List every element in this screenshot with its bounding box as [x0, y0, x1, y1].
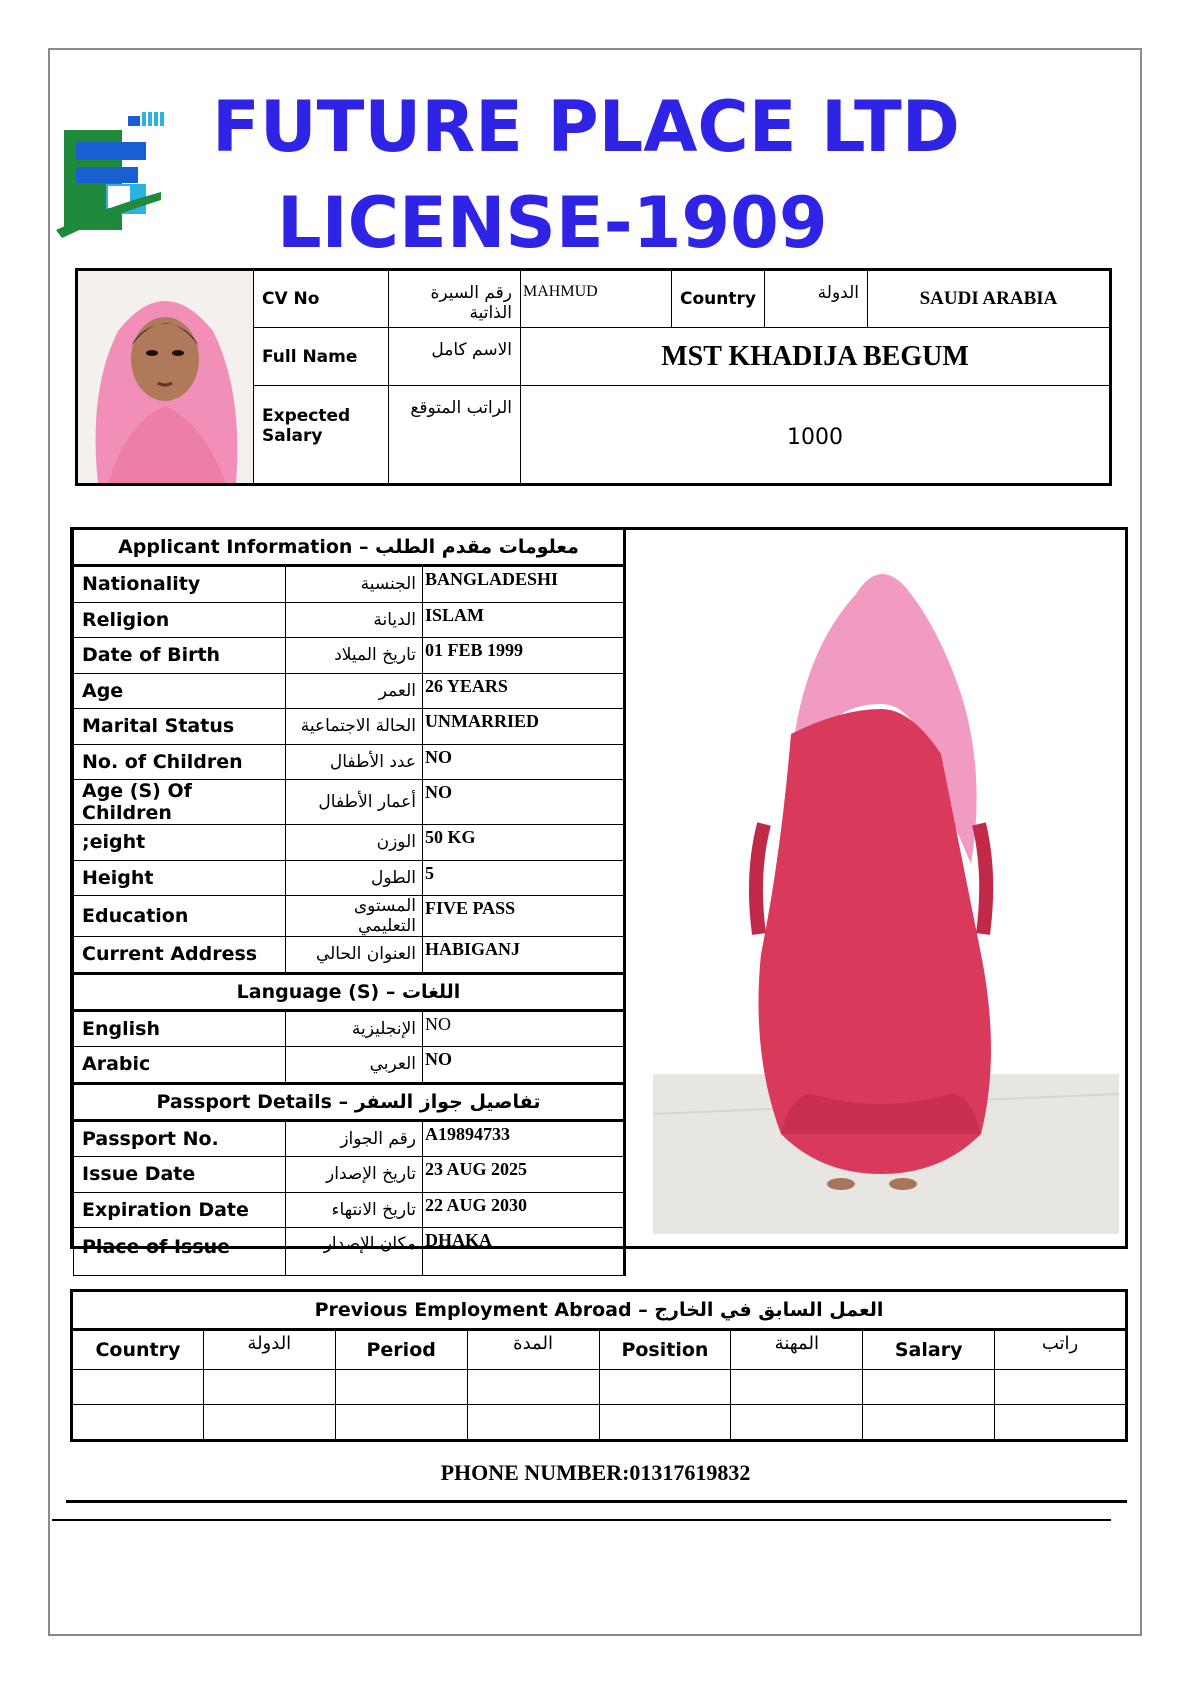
row-ar-label: تاريخ الإصدار: [286, 1157, 423, 1193]
table-row: [74, 937, 625, 974]
row-value: NO: [423, 1047, 625, 1084]
row-label: English: [74, 1010, 286, 1047]
empty-cell: [731, 1405, 863, 1441]
column-header-salary: Salary: [863, 1330, 995, 1370]
row-label: Marital Status: [74, 709, 286, 745]
column-header-position: Position: [599, 1330, 731, 1370]
column-header-country: Country: [72, 1330, 204, 1370]
column-header-position-ar: المهنة: [731, 1330, 863, 1370]
table-row: [74, 1010, 625, 1047]
empty-cell: [599, 1370, 731, 1405]
table-row: [74, 860, 625, 896]
empty-cell: [72, 1370, 204, 1405]
row-value: 26 YEARS: [423, 673, 625, 709]
row-label: Religion: [74, 602, 286, 638]
row-ar-label: تاريخ الانتهاء: [286, 1192, 423, 1228]
table-row: [74, 673, 625, 709]
row-value: 01 FEB 1999: [423, 638, 625, 674]
row-value: 22 AUG 2030: [423, 1192, 625, 1228]
row-ar-label: الوزن: [286, 825, 423, 861]
column-header-salary-ar: راتب: [995, 1330, 1127, 1370]
row-value: 50 KG: [423, 825, 625, 861]
row-ar-label: المستوى التعليمي: [286, 896, 423, 937]
portrait-photo: [78, 271, 253, 483]
country-ar-label: الدولة: [765, 270, 868, 328]
portrait-photo-cell: [77, 270, 254, 485]
row-label: ;eight: [74, 825, 286, 861]
row-ar-label: أعمار الأطفال: [286, 780, 423, 825]
country-label: Country: [672, 270, 765, 328]
divider: [66, 1500, 1127, 1503]
salary-value: 1000: [521, 386, 1111, 485]
applicant-section-title: Applicant Information – معلومات مقدم الطلب: [74, 530, 625, 566]
row-ar-label: الإنجليزية: [286, 1010, 423, 1047]
empty-cell: [995, 1370, 1127, 1405]
row-value: NO: [423, 780, 625, 825]
applicant-info-block: [70, 527, 1128, 1258]
cv-no-label: CV No: [254, 270, 389, 328]
table-row: [74, 602, 625, 638]
row-ar-label: مكان الإصدار: [286, 1228, 423, 1276]
row-label: Education: [74, 896, 286, 937]
table-row: [74, 1157, 625, 1193]
row-label: Expiration Date: [74, 1192, 286, 1228]
row-ar-label: العربي: [286, 1047, 423, 1084]
table-row: [74, 896, 625, 937]
row-label: Place of Issue: [74, 1228, 286, 1276]
row-ar-label: الحالة الاجتماعية: [286, 709, 423, 745]
row-ar-label: عدد الأطفال: [286, 744, 423, 780]
row-value: A19894733: [423, 1120, 625, 1157]
row-label: Issue Date: [74, 1157, 286, 1193]
empty-cell: [335, 1405, 467, 1441]
row-value: 23 AUG 2025: [423, 1157, 625, 1193]
full-name-value: MST KHADIJA BEGUM: [521, 328, 1111, 386]
table-row: [74, 1047, 625, 1084]
employment-section-title: Previous Employment Abroad – العمل السابق في الخارج: [72, 1291, 1127, 1330]
empty-cell: [203, 1370, 335, 1405]
divider: [52, 1519, 1111, 1521]
row-value: NO: [423, 1010, 625, 1047]
row-value: NO: [423, 744, 625, 780]
row-value: ISLAM: [423, 602, 625, 638]
row-value: BANGLADESHI: [423, 566, 625, 603]
row-label: Height: [74, 860, 286, 896]
full-name-label: Full Name: [254, 328, 389, 386]
company-title: FUTURE PLACE LTD: [212, 86, 960, 168]
table-row: [74, 780, 625, 825]
row-label: Age (S) Of Children: [74, 780, 286, 825]
table-row: [74, 825, 625, 861]
full-name-ar-label: الاسم كامل: [389, 328, 521, 386]
row-ar-label: العمر: [286, 673, 423, 709]
empty-cell: [335, 1370, 467, 1405]
salary-label: Expected Salary: [254, 386, 389, 485]
column-header-period-ar: المدة: [467, 1330, 599, 1370]
table-row: [74, 638, 625, 674]
row-label: Date of Birth: [74, 638, 286, 674]
empty-cell: [72, 1405, 204, 1441]
table-row: [74, 566, 625, 603]
language-section-title: Language (S) – اللغات: [74, 973, 625, 1010]
row-label: Current Address: [74, 937, 286, 974]
table-row: [72, 1370, 1127, 1405]
previous-employment-table: [70, 1289, 1128, 1442]
passport-section-title: Passport Details – تفاصيل جواز السفر: [74, 1083, 625, 1120]
empty-cell: [731, 1370, 863, 1405]
empty-cell: [203, 1405, 335, 1441]
row-label: Age: [74, 673, 286, 709]
empty-cell: [467, 1405, 599, 1441]
cv-no-ar-label: رقم السيرة الذاتية: [389, 270, 521, 328]
row-label: Passport No.: [74, 1120, 286, 1157]
table-row: [74, 744, 625, 780]
cv-card: [75, 268, 1112, 486]
empty-cell: [467, 1370, 599, 1405]
row-value: FIVE PASS: [423, 896, 625, 937]
table-row: [74, 709, 625, 745]
salary-ar-label: الراتب المتوقع: [389, 386, 521, 485]
table-row: [74, 1228, 625, 1276]
row-value: 5: [423, 860, 625, 896]
row-ar-label: تاريخ الميلاد: [286, 638, 423, 674]
column-header-country-ar: الدولة: [203, 1330, 335, 1370]
empty-cell: [995, 1405, 1127, 1441]
row-value: UNMARRIED: [423, 709, 625, 745]
applicant-info-table: [73, 530, 626, 1276]
row-value: HABIGANJ: [423, 937, 625, 974]
cv-no-value: MAHMUD: [521, 270, 672, 328]
empty-cell: [599, 1405, 731, 1441]
license-title: LICENSE-1909: [277, 182, 828, 264]
empty-cell: [863, 1405, 995, 1441]
row-ar-label: العنوان الحالي: [286, 937, 423, 974]
empty-cell: [863, 1370, 995, 1405]
row-label: No. of Children: [74, 744, 286, 780]
row-label: Arabic: [74, 1047, 286, 1084]
row-label: Nationality: [74, 566, 286, 603]
column-header-period: Period: [335, 1330, 467, 1370]
country-value: SAUDI ARABIA: [868, 270, 1111, 328]
row-ar-label: الطول: [286, 860, 423, 896]
table-row: [74, 1192, 625, 1228]
phone-number: PHONE NUMBER:01317619832: [440, 1460, 751, 1485]
row-ar-label: الجنسية: [286, 566, 423, 603]
row-ar-label: الديانة: [286, 602, 423, 638]
table-row: [74, 1120, 625, 1157]
row-ar-label: رقم الجواز: [286, 1120, 423, 1157]
table-row: [72, 1405, 1127, 1441]
full-body-photo: [641, 534, 1119, 1239]
row-value: DHAKA: [423, 1228, 625, 1276]
